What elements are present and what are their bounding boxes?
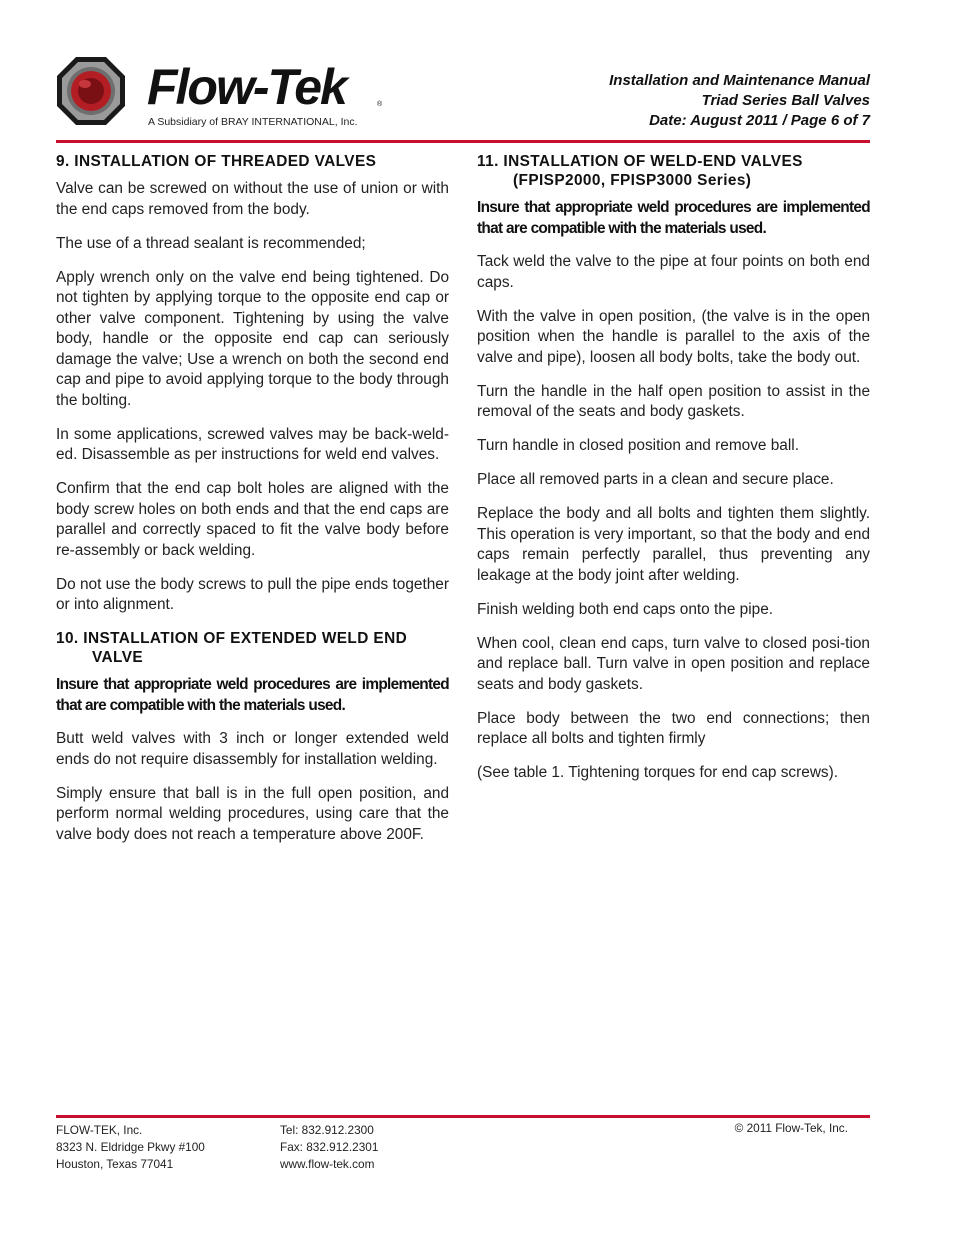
section-9-heading: 9. INSTALLATION OF THREADED VALVES: [56, 153, 377, 170]
date-page: Date: August 2011 / Page 6 of 7: [649, 112, 870, 129]
document-header: [609, 71, 870, 131]
registered-mark: ®: [377, 101, 383, 108]
footer-company: FLOW-TEK, Inc.: [56, 1123, 143, 1137]
section-11-paragraph: Turn the handle in the half open position to assist in the removal of the seats and body gaskets.: [477, 382, 870, 420]
section-9-paragraph: The use of a thread sealant is recommended;: [56, 234, 366, 252]
section-11-paragraph: Turn handle in closed position and remove ball.: [477, 437, 799, 454]
footer-copyright: © 2011 Flow-Tek, Inc.: [734, 1121, 848, 1135]
section-11-heading: 11. INSTALLATION OF WELD-END VALVES (FPISP2000, FPISP3000 Series): [477, 153, 803, 189]
section-11-paragraph: When cool, clean end caps, turn valve to closed posi-tion and replace ball. Turn valve in open position and replace seats and body gaskets.: [477, 634, 870, 693]
header-divider: [56, 140, 870, 143]
footer-address: [56, 1122, 276, 1173]
page-header: [0, 0, 954, 145]
section-9-paragraph: In some applications, screwed valves may be back-weld-ed. Disassemble as per instructions for weld end valves.: [56, 425, 449, 463]
company-logo: [55, 55, 385, 135]
section-9: [56, 152, 449, 616]
footer-city: Houston, Texas 77041: [56, 1157, 174, 1171]
logo-mark-icon: [55, 55, 127, 127]
section-10-warning: Insure that appropriate weld procedures are implemented that are compatible with the materials used.: [56, 676, 449, 714]
footer-divider: [56, 1115, 870, 1118]
section-10-heading: 10. INSTALLATION OF EXTENDED WELD END VALVE: [56, 630, 408, 666]
section-11-paragraph: Place body between the two end connections; then replace all bolts and tighten firmly: [477, 709, 870, 747]
section-11-paragraph: Place all removed parts in a clean and secure place.: [477, 471, 834, 488]
section-10-paragraph: Butt weld valves with 3 inch or longer extended weld ends do not require disassembly for installation welding.: [56, 730, 449, 768]
section-10: [56, 629, 449, 845]
left-column: [56, 152, 449, 859]
section-9-paragraph: Do not use the body screws to pull the pipe ends together or into alignment.: [56, 575, 449, 613]
footer-fax: Fax: 832.912.2301: [280, 1140, 379, 1154]
section-11-paragraph: With the valve in open position, (the valve is in the open position when the handle is parallel to the axis of the valve and pipe), loosen all body bolts, take the body out.: [477, 307, 870, 366]
section-11-paragraph: (See table 1. Tightening torques for end cap screws).: [477, 764, 839, 781]
section-9-paragraph: Valve can be screwed on without the use of union or with the end caps removed from the body.: [56, 180, 449, 218]
footer-street: 8323 N. Eldridge Pkwy #100: [56, 1140, 205, 1154]
footer-tel: Tel: 832.912.2300: [280, 1123, 374, 1137]
section-9-paragraph: Apply wrench only on the valve end being tightened. Do not tighten by applying torque to the opposite end cap or other valve component. Tightening by using the valve body, handle or the opposite end cap can seriously damage the valve; Use a wrench on both the second end cap and pipe to avoid applying torque to the body through the bolting.: [56, 268, 449, 409]
logo-wordmark: Flow-Tek: [147, 59, 346, 115]
section-11: [477, 152, 870, 784]
manual-title: Installation and Maintenance Manual: [609, 72, 870, 89]
right-column: [477, 152, 870, 797]
section-10-paragraph: Simply ensure that ball is in the full open position, and perform normal welding procedures, using care that the valve body does not reach a temperature above 200F.: [56, 784, 449, 843]
section-9-paragraph: Confirm that the end cap bolt holes are aligned with the body screw holes on both ends and that the end caps are parallel and correctly spaced to fit the valve body before re-assembly or back welding.: [56, 480, 449, 559]
footer-website-link[interactable]: www.flow-tek.com: [280, 1157, 375, 1171]
logo-subsidiary-text: A Subsidiary of BRAY INTERNATIONAL, Inc.: [148, 116, 358, 128]
product-line: Triad Series Ball Valves: [701, 92, 870, 109]
section-11-warning: Insure that appropriate weld procedures are implemented that are compatible with the materials used.: [477, 199, 870, 237]
footer-contact: [280, 1122, 480, 1173]
section-11-paragraph: Tack weld the valve to the pipe at four points on both end caps.: [477, 253, 870, 291]
section-11-paragraph: Replace the body and all bolts and tighten them slightly. This operation is very important, so that the body and end caps remain perfectly parallel, thus preventing any leakage at the body joint after welding.: [477, 505, 870, 584]
section-11-paragraph: Finish welding both end caps onto the pipe.: [477, 600, 774, 618]
